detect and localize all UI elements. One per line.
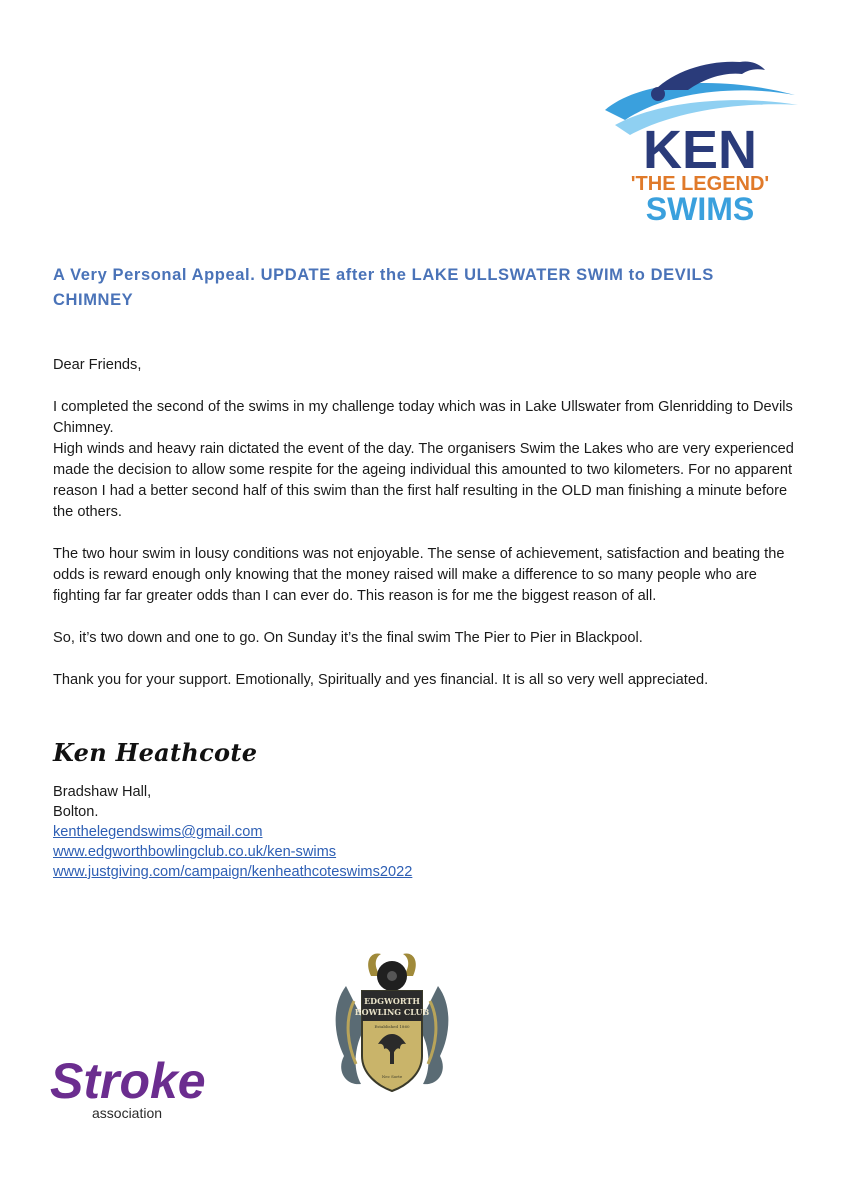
stroke-sub: association: [92, 1105, 163, 1121]
justgiving-link[interactable]: www.justgiving.com/campaign/kenheathcoteswims2022: [53, 864, 413, 880]
paragraph: So, it’s two down and one to go. On Sunday it’s the final swim The Pier to Pier in Blackpool.: [53, 630, 643, 646]
letter-body: [53, 355, 798, 691]
paragraph: The two hour swim in lousy conditions was not enjoyable. The sense of achievement, satisfaction and beating the odds is reward enough only knowing that the money raised will make a difference to so many people who are fighting far far greater odds than I can ever do. This reason is for me the biggest reason of all.: [53, 546, 785, 604]
address-line-2: Bolton.: [53, 804, 99, 820]
page-title: A Very Personal Appeal. UPDATE after the LAKE ULLSWATER SWIM to DEVILS CHIMNEY: [53, 266, 714, 309]
crest-line-2: BOWLING CLUB: [354, 1007, 430, 1017]
logo-line-3: SWIMS: [645, 191, 755, 227]
edgworth-bowling-club-crest: [326, 946, 458, 1094]
address-line-1: Bradshaw Hall,: [53, 784, 152, 800]
greeting: Dear Friends,: [53, 357, 142, 373]
crest-motto: Nec Sorte: [381, 1074, 403, 1079]
crest-established: Established 1860: [374, 1024, 410, 1029]
crest-line-1: EDGWORTH: [364, 996, 420, 1006]
paragraph: Thank you for your support. Emotionally, Spiritually and yes financial. It is all so very well appreciated.: [53, 672, 709, 688]
address-block: [53, 782, 553, 882]
email-link[interactable]: kenthelegendswims@gmail.com: [53, 824, 263, 840]
logo-line-1: KEN: [642, 120, 758, 180]
stroke-name: Stroke: [50, 1053, 206, 1109]
club-link[interactable]: www.edgworthbowlingclub.co.uk/ken-swims: [53, 844, 337, 860]
signature: Ken Heathcote: [53, 738, 258, 767]
paragraph: High winds and heavy rain dictated the event of the day. The organisers Swim the Lakes who are very experienced made the decision to allow some respite for the ageing individual this amounted to two kilometers. For no apparent reason I had a better second half of this swim than the first half resulting in the OLD man finishing a minute before the others.: [53, 441, 794, 520]
paragraph: I completed the second of the swims in my challenge today which was in Lake Ullswater from Glenridding to Devils Chimney.: [53, 399, 793, 436]
logo-line-2: 'THE LEGEND': [630, 173, 770, 195]
stroke-association-logo: [50, 1050, 230, 1125]
ken-the-legend-swims-logo: [600, 50, 800, 235]
